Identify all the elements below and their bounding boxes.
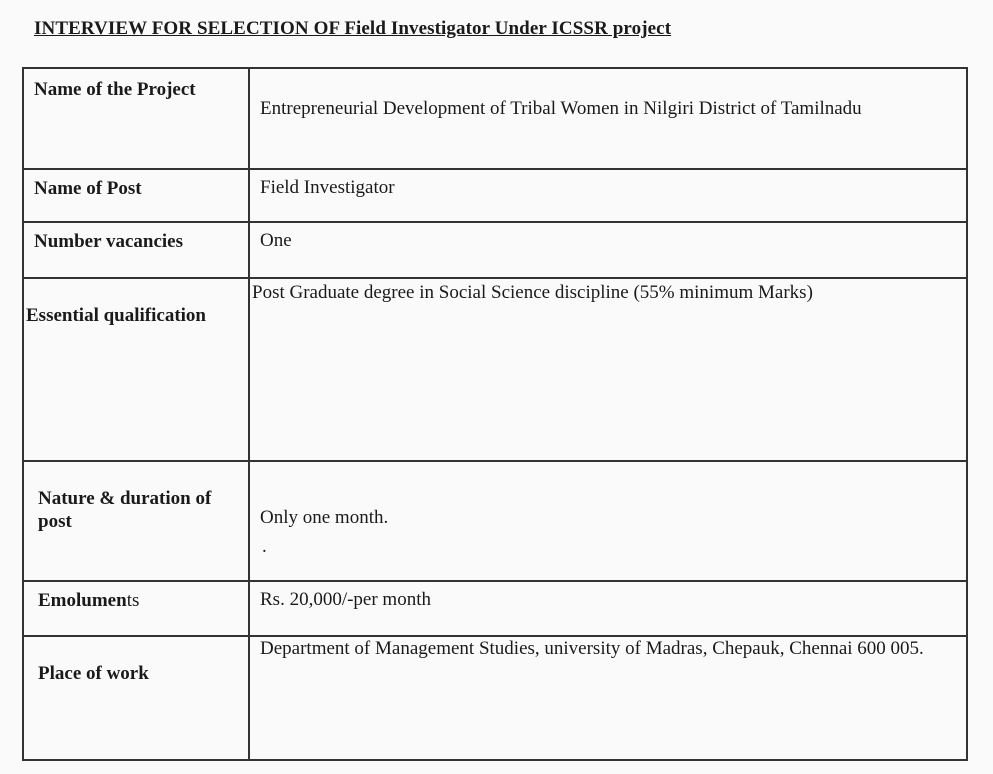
table-row (24, 279, 966, 462)
row-label: Name of the Project (24, 69, 250, 168)
row-value: One (260, 230, 292, 251)
row-value-text: Only one month. (260, 507, 389, 528)
row-label: Name of Post (24, 170, 250, 221)
row-value (250, 462, 966, 580)
row-value-extra: . (262, 535, 267, 557)
table-row (24, 582, 966, 637)
document-title: INTERVIEW FOR SELECTION OF Field Investigator Under ICSSR project (34, 18, 672, 39)
table-row (24, 223, 966, 279)
row-label-light: ts (126, 590, 140, 611)
row-value: Entrepreneurial Development of Tribal Women in Nilgiri District of Tamilnadu (260, 98, 862, 119)
row-value: Rs. 20,000/-per month (260, 589, 431, 610)
row-label: Essential qualification (24, 279, 250, 460)
row-value: Field Investigator (260, 177, 395, 198)
row-value: Department of Management Studies, university of Madras, Chepauk, Chennai 600 005. (260, 638, 924, 659)
row-label-bold: Emolumen (38, 590, 127, 611)
row-label: Nature & duration of post (24, 462, 250, 580)
row-label (24, 582, 250, 635)
row-value: Post Graduate degree in Social Science discipline (55% minimum Marks) (252, 282, 813, 303)
table-row (24, 69, 966, 170)
table-row (24, 462, 966, 582)
row-label: Place of work (24, 637, 250, 759)
row-label: Number vacancies (24, 223, 250, 277)
details-table (22, 67, 968, 761)
table-row (24, 170, 966, 223)
table-row (24, 637, 966, 759)
